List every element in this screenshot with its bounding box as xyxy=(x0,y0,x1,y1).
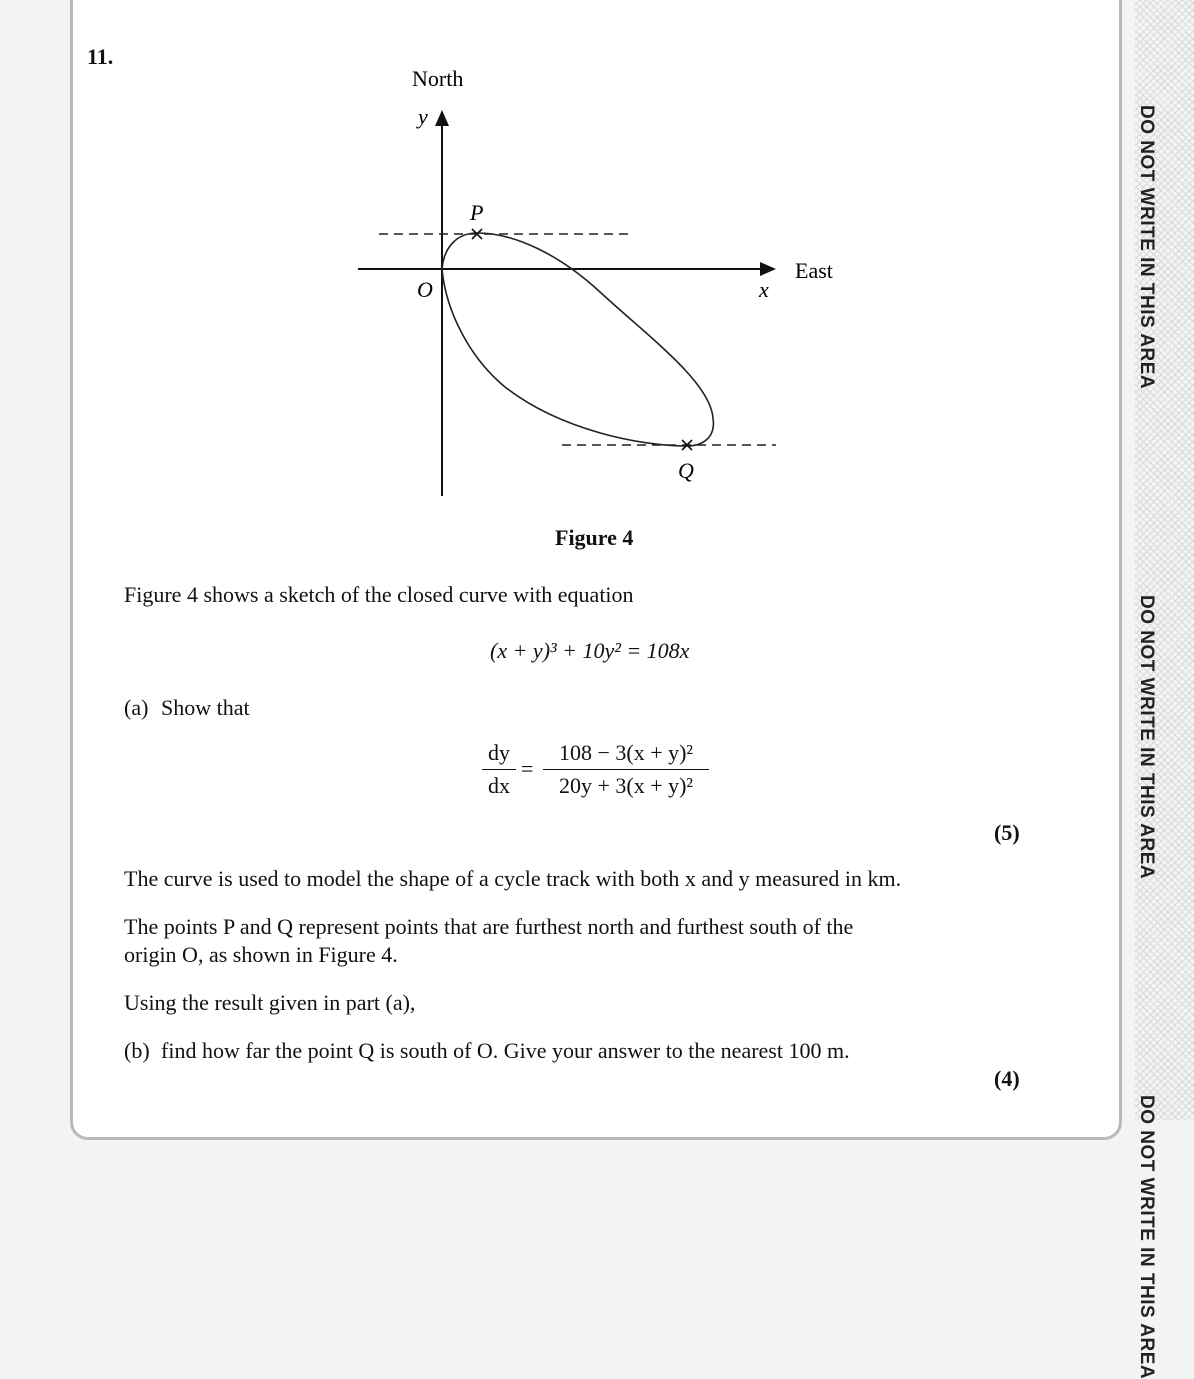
margin-notice-3: DO NOT WRITE IN THIS AREA xyxy=(1136,1095,1157,1379)
margin-notice-1: DO NOT WRITE IN THIS AREA xyxy=(1136,105,1157,390)
x-axis-label: x xyxy=(759,277,769,302)
part-b-label: (b) xyxy=(124,1038,150,1063)
result-fraction xyxy=(543,740,709,799)
part-b-text: find how far the point Q is south of O. Give your answer to the nearest 100 m. xyxy=(161,1038,850,1063)
pq-text-line2: origin O, as shown in Figure 4. xyxy=(124,942,398,967)
figure-caption: Figure 4 xyxy=(555,525,634,550)
y-axis-label: y xyxy=(418,104,428,129)
q-label: Q xyxy=(678,458,694,483)
model-text: The curve is used to model the shape of a cycle track with both x and y measured in km. xyxy=(124,866,902,891)
intro-text: Figure 4 shows a sketch of the closed curve with equation xyxy=(124,582,634,607)
closed-curve xyxy=(442,233,713,446)
part-b-marks: (4) xyxy=(994,1066,1020,1091)
east-label: East xyxy=(795,258,833,283)
origin-label: O xyxy=(417,277,433,302)
curve-equation: (x + y)³ + 10y² = 108x xyxy=(490,638,690,663)
result-numerator: 108 − 3(x + y)² xyxy=(558,740,694,765)
equals-sign: = xyxy=(521,756,534,781)
part-a-text: Show that xyxy=(161,695,250,720)
north-label: North xyxy=(412,66,464,91)
derivative-numerator: dy xyxy=(488,740,510,765)
margin-notice-2: DO NOT WRITE IN THIS AREA xyxy=(1136,595,1157,880)
using-text: Using the result given in part (a), xyxy=(124,990,416,1015)
result-denominator: 20y + 3(x + y)² xyxy=(558,773,694,798)
part-a-marks: (5) xyxy=(994,820,1020,845)
figure-4 xyxy=(0,0,1120,520)
part-a-label: (a) xyxy=(124,695,149,720)
pq-text-line1: The points P and Q represent points that are furthest north and furthest south of the xyxy=(124,914,854,939)
question-number: 11. xyxy=(87,44,114,69)
p-label: P xyxy=(470,200,484,225)
derivative-denominator: dx xyxy=(488,773,510,798)
y-axis-arrow xyxy=(435,110,449,126)
derivative-fraction xyxy=(482,740,516,799)
x-axis-arrow xyxy=(760,262,776,276)
